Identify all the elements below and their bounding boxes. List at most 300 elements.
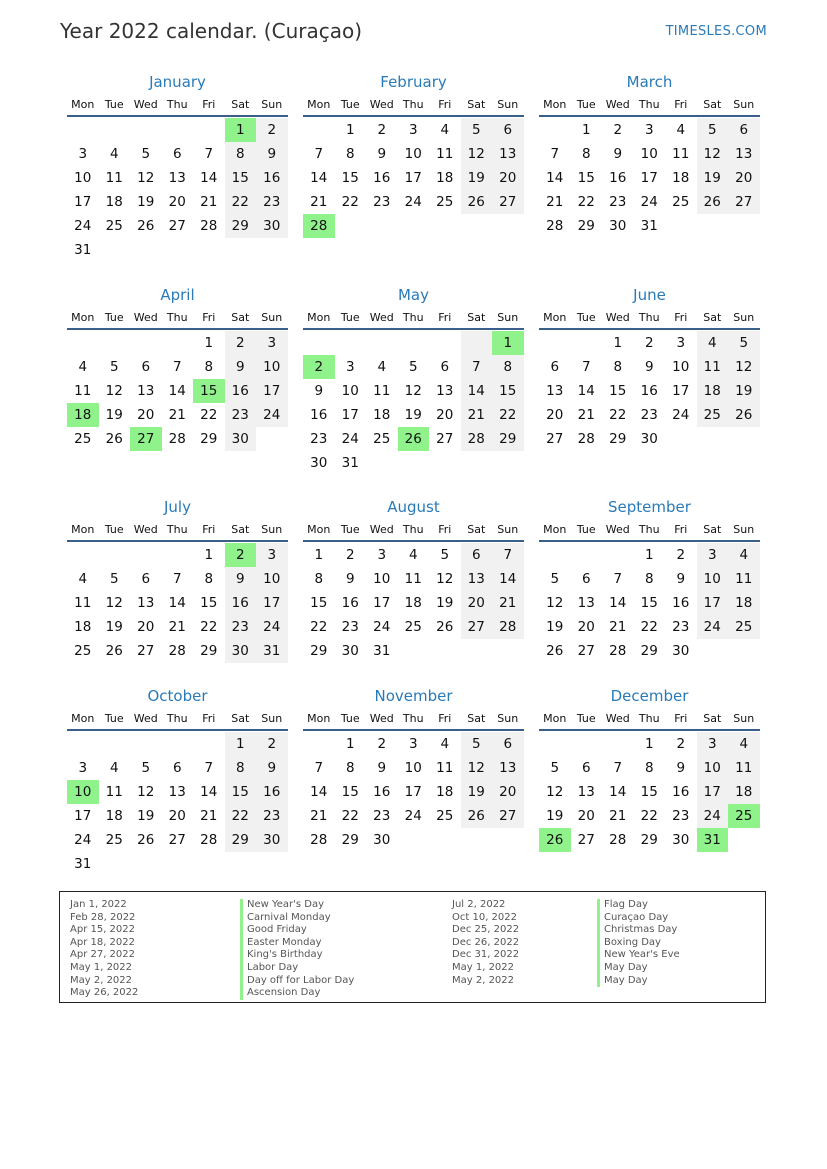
weekday-label: Sat xyxy=(467,311,486,324)
day-cell: 15 xyxy=(225,780,257,804)
empty-day-cell xyxy=(665,214,697,238)
day-cell: 11 xyxy=(74,383,92,399)
site-link[interactable]: TIMESLES.COM xyxy=(665,24,767,39)
weekday-label: Fri xyxy=(438,523,452,536)
day-cell: 1 xyxy=(644,547,654,563)
day-cell: 2 xyxy=(377,122,387,138)
empty-day-cell xyxy=(193,732,225,756)
week-row xyxy=(539,639,760,663)
holiday-name: New Year's Day xyxy=(240,899,354,912)
week-row xyxy=(303,780,524,804)
month-name: August xyxy=(387,498,440,516)
month-name: November xyxy=(374,687,453,705)
day-cell: 21 xyxy=(546,194,564,210)
day-cell: 13 xyxy=(436,383,454,399)
day-cell: 15 xyxy=(341,784,359,800)
weekday-label: Fri xyxy=(202,712,216,725)
day-cell: 7 xyxy=(613,760,623,776)
weekday-label: Sat xyxy=(467,712,486,725)
day-cell: 24 xyxy=(256,615,288,639)
holiday-date: Dec 25, 2022 xyxy=(452,924,520,936)
empty-day-cell xyxy=(461,331,493,355)
day-cell: 15 xyxy=(225,166,257,190)
day-cell: 28 xyxy=(609,832,627,848)
empty-day-cell xyxy=(366,451,398,475)
day-cell: 5 xyxy=(440,547,450,563)
empty-day-cell xyxy=(539,331,571,355)
day-cell: 18 xyxy=(697,379,729,403)
day-cell: 29 xyxy=(640,832,658,848)
holiday-date: Oct 10, 2022 xyxy=(452,911,517,923)
week-row xyxy=(67,756,288,780)
empty-day-cell xyxy=(398,828,430,852)
week-row xyxy=(67,780,288,804)
day-cell: 8 xyxy=(613,359,623,375)
day-cell: 11 xyxy=(436,760,454,776)
day-cell: 4 xyxy=(78,571,88,587)
weekday-label: Wed xyxy=(605,712,630,725)
day-cell: 24 xyxy=(373,619,391,635)
week-row xyxy=(303,543,524,567)
day-cell: 3 xyxy=(676,335,686,351)
day-cell: 17 xyxy=(697,780,729,804)
month-january xyxy=(67,71,288,262)
day-cell: 17 xyxy=(256,591,288,615)
month-days xyxy=(539,118,760,238)
month-august xyxy=(303,496,524,663)
day-cell: 29 xyxy=(492,427,524,451)
weekday-label: Sat xyxy=(231,523,250,536)
day-cell: 24 xyxy=(74,218,92,234)
day-cell: 18 xyxy=(373,407,391,423)
weekday-label: Sat xyxy=(231,311,250,324)
day-cell: 21 xyxy=(310,808,328,824)
day-cell: 16 xyxy=(341,595,359,611)
day-cell: 23 xyxy=(256,804,288,828)
day-cell: 5 xyxy=(109,359,119,375)
week-row xyxy=(539,118,760,142)
day-cell: 9 xyxy=(377,760,387,776)
week-row xyxy=(539,379,760,403)
day-cell: 5 xyxy=(109,571,119,587)
header-rule xyxy=(539,729,760,731)
weekday-label: Wed xyxy=(605,98,630,111)
empty-day-cell xyxy=(99,852,131,876)
weekday-label: Mon xyxy=(307,523,331,536)
month-name: July xyxy=(164,498,191,516)
week-row xyxy=(303,166,524,190)
empty-day-cell xyxy=(728,828,760,852)
day-cell: 24 xyxy=(640,194,658,210)
weekday-label: Thu xyxy=(166,98,188,111)
empty-day-cell xyxy=(665,427,697,451)
empty-day-cell xyxy=(571,331,603,355)
day-cell: 6 xyxy=(141,571,151,587)
empty-day-cell xyxy=(335,214,367,238)
holiday-name: May Day xyxy=(597,962,680,975)
day-cell: 26 xyxy=(105,431,123,447)
weekday-label: Sat xyxy=(703,311,722,324)
day-cell: 6 xyxy=(581,571,591,587)
day-cell: 1 xyxy=(314,547,324,563)
day-cell: 28 xyxy=(546,218,564,234)
day-cell: 20 xyxy=(137,407,155,423)
day-cell: 12 xyxy=(137,784,155,800)
empty-day-cell xyxy=(539,543,571,567)
day-cell: 13 xyxy=(168,170,186,186)
day-cell: 21 xyxy=(310,194,328,210)
empty-day-cell xyxy=(130,732,162,756)
month-name: March xyxy=(626,73,673,91)
day-cell: 23 xyxy=(672,619,690,635)
day-cell: 11 xyxy=(74,595,92,611)
day-cell: 3 xyxy=(78,146,88,162)
empty-day-cell xyxy=(461,639,493,663)
legend-dates-left xyxy=(70,899,138,1000)
day-cell: 13 xyxy=(492,142,524,166)
day-cell: 6 xyxy=(461,543,493,567)
day-cell: 27 xyxy=(492,190,524,214)
day-cell: 25 xyxy=(436,194,454,210)
day-cell: 3 xyxy=(256,543,288,567)
week-row xyxy=(67,427,288,451)
day-cell: 18 xyxy=(728,780,760,804)
empty-day-cell xyxy=(429,214,461,238)
day-cell: 9 xyxy=(676,571,686,587)
empty-day-cell xyxy=(130,331,162,355)
day-cell: 31 xyxy=(341,455,359,471)
day-cell: 2 xyxy=(377,736,387,752)
week-row xyxy=(67,379,288,403)
day-cell: 16 xyxy=(373,170,391,186)
day-cell: 12 xyxy=(404,383,422,399)
day-cell: 27 xyxy=(168,218,186,234)
header-rule xyxy=(539,328,760,330)
day-cell: 14 xyxy=(609,784,627,800)
day-cell: 19 xyxy=(404,407,422,423)
empty-day-cell xyxy=(461,214,493,238)
day-cell: 30 xyxy=(640,431,658,447)
day-cell: 21 xyxy=(461,403,493,427)
empty-day-cell xyxy=(303,331,335,355)
day-cell: 8 xyxy=(345,760,355,776)
empty-day-cell xyxy=(225,852,257,876)
day-cell: 12 xyxy=(546,784,564,800)
month-name: June xyxy=(633,286,666,304)
day-cell: 24 xyxy=(74,832,92,848)
day-cell: 2 xyxy=(676,736,686,752)
weekday-label: Sat xyxy=(467,523,486,536)
header-rule xyxy=(67,540,288,542)
day-cell: 13 xyxy=(577,784,595,800)
week-row xyxy=(303,639,524,663)
weekday-label: Thu xyxy=(166,712,188,725)
week-row xyxy=(539,567,760,591)
empty-day-cell xyxy=(602,543,634,567)
weekday-label: Thu xyxy=(638,311,660,324)
day-cell: 10 xyxy=(672,359,690,375)
week-row xyxy=(67,331,288,355)
day-cell: 28 xyxy=(609,643,627,659)
day-cell: 6 xyxy=(172,760,182,776)
weekday-label: Wed xyxy=(133,311,158,324)
week-row xyxy=(67,732,288,756)
weekday-label: Sun xyxy=(733,98,755,111)
holiday-day-cell: 18 xyxy=(67,403,99,427)
week-row xyxy=(303,355,524,379)
week-row xyxy=(539,403,760,427)
day-cell: 12 xyxy=(137,170,155,186)
month-days xyxy=(67,543,288,663)
day-cell: 9 xyxy=(613,146,623,162)
header-rule xyxy=(303,115,524,117)
month-name: February xyxy=(380,73,447,91)
day-cell: 20 xyxy=(168,194,186,210)
holiday-name: Curaçao Day xyxy=(597,912,680,925)
weekday-label: Mon xyxy=(543,523,567,536)
empty-day-cell xyxy=(602,732,634,756)
week-row xyxy=(539,543,760,567)
day-cell: 18 xyxy=(404,595,422,611)
day-cell: 22 xyxy=(200,407,218,423)
weekday-label: Sun xyxy=(261,98,283,111)
empty-day-cell xyxy=(193,238,225,262)
day-cell: 11 xyxy=(105,170,123,186)
weekday-label: Tue xyxy=(340,523,360,536)
day-cell: 29 xyxy=(200,431,218,447)
day-cell: 22 xyxy=(577,194,595,210)
week-row xyxy=(303,118,524,142)
weekday-label: Fri xyxy=(438,712,452,725)
day-cell: 3 xyxy=(377,547,387,563)
week-row xyxy=(539,732,760,756)
weekday-label: Wed xyxy=(369,98,394,111)
day-cell: 20 xyxy=(492,780,524,804)
day-cell: 23 xyxy=(373,194,391,210)
holiday-day-cell: 26 xyxy=(539,828,571,852)
day-cell: 16 xyxy=(640,383,658,399)
week-row xyxy=(303,567,524,591)
weekday-label: Sat xyxy=(703,98,722,111)
day-cell: 30 xyxy=(225,639,257,663)
day-cell: 18 xyxy=(74,619,92,635)
day-cell: 12 xyxy=(105,595,123,611)
day-cell: 30 xyxy=(672,832,690,848)
day-cell: 25 xyxy=(373,431,391,447)
header-rule xyxy=(67,328,288,330)
weekday-label: Fri xyxy=(202,311,216,324)
header-rule xyxy=(303,729,524,731)
day-cell: 31 xyxy=(256,639,288,663)
day-cell: 25 xyxy=(436,808,454,824)
empty-day-cell xyxy=(398,639,430,663)
day-cell: 13 xyxy=(137,383,155,399)
week-row xyxy=(539,166,760,190)
empty-day-cell xyxy=(130,118,162,142)
day-cell: 12 xyxy=(436,571,454,587)
empty-day-cell xyxy=(99,118,131,142)
month-february xyxy=(303,71,524,238)
legend-names-right xyxy=(597,899,680,987)
day-cell: 24 xyxy=(404,808,422,824)
day-cell: 15 xyxy=(609,383,627,399)
day-cell: 23 xyxy=(609,194,627,210)
header-rule xyxy=(539,115,760,117)
week-row xyxy=(303,591,524,615)
week-row xyxy=(539,214,760,238)
day-cell: 23 xyxy=(256,190,288,214)
holiday-name: King's Birthday xyxy=(240,949,354,962)
holiday-date: May 2, 2022 xyxy=(452,974,515,986)
day-cell: 31 xyxy=(74,856,92,872)
weekday-label: Tue xyxy=(104,98,124,111)
day-cell: 8 xyxy=(225,142,257,166)
day-cell: 28 xyxy=(577,431,595,447)
empty-day-cell xyxy=(492,214,524,238)
week-row xyxy=(303,403,524,427)
month-name: January xyxy=(149,73,206,91)
month-days xyxy=(303,732,524,852)
day-cell: 19 xyxy=(697,166,729,190)
week-row xyxy=(303,214,524,238)
day-cell: 14 xyxy=(577,383,595,399)
day-cell: 14 xyxy=(461,379,493,403)
day-cell: 14 xyxy=(310,170,328,186)
month-november xyxy=(303,685,524,852)
weekday-label: Sun xyxy=(261,523,283,536)
day-cell: 28 xyxy=(200,832,218,848)
day-cell: 17 xyxy=(404,170,422,186)
empty-day-cell xyxy=(728,427,760,451)
day-cell: 5 xyxy=(408,359,418,375)
empty-day-cell xyxy=(335,331,367,355)
day-cell: 20 xyxy=(728,166,760,190)
day-cell: 15 xyxy=(577,170,595,186)
day-cell: 14 xyxy=(200,784,218,800)
day-cell: 30 xyxy=(672,643,690,659)
month-days xyxy=(67,118,288,262)
day-cell: 27 xyxy=(436,431,454,447)
week-row xyxy=(539,591,760,615)
day-cell: 10 xyxy=(373,571,391,587)
empty-day-cell xyxy=(162,118,194,142)
weekday-label: Tue xyxy=(104,712,124,725)
weekday-label: Tue xyxy=(576,311,596,324)
empty-day-cell xyxy=(130,238,162,262)
weekday-label: Wed xyxy=(369,523,394,536)
day-cell: 8 xyxy=(204,571,214,587)
day-cell: 24 xyxy=(697,615,729,639)
day-cell: 28 xyxy=(310,832,328,848)
day-cell: 6 xyxy=(492,118,524,142)
day-cell: 14 xyxy=(168,383,186,399)
day-cell: 7 xyxy=(172,359,182,375)
day-cell: 31 xyxy=(373,643,391,659)
day-cell: 23 xyxy=(672,808,690,824)
day-cell: 7 xyxy=(550,146,560,162)
day-cell: 26 xyxy=(436,619,454,635)
day-cell: 11 xyxy=(672,146,690,162)
empty-day-cell xyxy=(461,451,493,475)
day-cell: 29 xyxy=(609,431,627,447)
day-cell: 17 xyxy=(640,170,658,186)
week-row xyxy=(303,331,524,355)
empty-day-cell xyxy=(162,732,194,756)
month-june xyxy=(539,284,760,451)
day-cell: 25 xyxy=(672,194,690,210)
day-cell: 8 xyxy=(345,146,355,162)
day-cell: 29 xyxy=(225,828,257,852)
day-cell: 15 xyxy=(341,170,359,186)
week-row xyxy=(67,615,288,639)
day-cell: 9 xyxy=(676,760,686,776)
week-row xyxy=(539,615,760,639)
empty-day-cell xyxy=(366,214,398,238)
day-cell: 7 xyxy=(314,146,324,162)
weekday-label: Sat xyxy=(467,98,486,111)
day-cell: 26 xyxy=(697,190,729,214)
empty-day-cell xyxy=(492,451,524,475)
day-cell: 16 xyxy=(672,595,690,611)
day-cell: 30 xyxy=(373,832,391,848)
empty-day-cell xyxy=(162,852,194,876)
day-cell: 20 xyxy=(577,619,595,635)
day-cell: 9 xyxy=(225,355,257,379)
empty-day-cell xyxy=(697,427,729,451)
weekday-label: Fri xyxy=(674,311,688,324)
day-cell: 26 xyxy=(137,832,155,848)
day-cell: 28 xyxy=(492,615,524,639)
empty-day-cell xyxy=(99,238,131,262)
weekday-header xyxy=(303,519,524,540)
header-rule xyxy=(67,115,288,117)
day-cell: 25 xyxy=(74,643,92,659)
day-cell: 20 xyxy=(492,166,524,190)
day-cell: 9 xyxy=(644,359,654,375)
empty-day-cell xyxy=(162,543,194,567)
week-row xyxy=(303,142,524,166)
day-cell: 4 xyxy=(109,760,119,776)
day-cell: 3 xyxy=(697,543,729,567)
day-cell: 13 xyxy=(168,784,186,800)
day-cell: 6 xyxy=(172,146,182,162)
empty-day-cell xyxy=(398,331,430,355)
holiday-day-cell: 2 xyxy=(225,543,257,567)
day-cell: 25 xyxy=(697,403,729,427)
day-cell: 26 xyxy=(728,403,760,427)
holiday-name: Labor Day xyxy=(240,962,354,975)
empty-day-cell xyxy=(492,639,524,663)
day-cell: 26 xyxy=(137,218,155,234)
holiday-date: Jan 1, 2022 xyxy=(70,899,127,910)
weekday-label: Sun xyxy=(497,98,519,111)
day-cell: 1 xyxy=(204,335,214,351)
weekday-label: Mon xyxy=(543,311,567,324)
empty-day-cell xyxy=(303,118,335,142)
day-cell: 27 xyxy=(492,804,524,828)
day-cell: 11 xyxy=(697,355,729,379)
day-cell: 4 xyxy=(697,331,729,355)
day-cell: 3 xyxy=(345,359,355,375)
weekday-label: Wed xyxy=(133,523,158,536)
day-cell: 3 xyxy=(78,760,88,776)
month-name: December xyxy=(610,687,689,705)
day-cell: 9 xyxy=(256,756,288,780)
day-cell: 20 xyxy=(577,808,595,824)
week-row xyxy=(303,190,524,214)
day-cell: 30 xyxy=(225,427,257,451)
month-july xyxy=(67,496,288,663)
